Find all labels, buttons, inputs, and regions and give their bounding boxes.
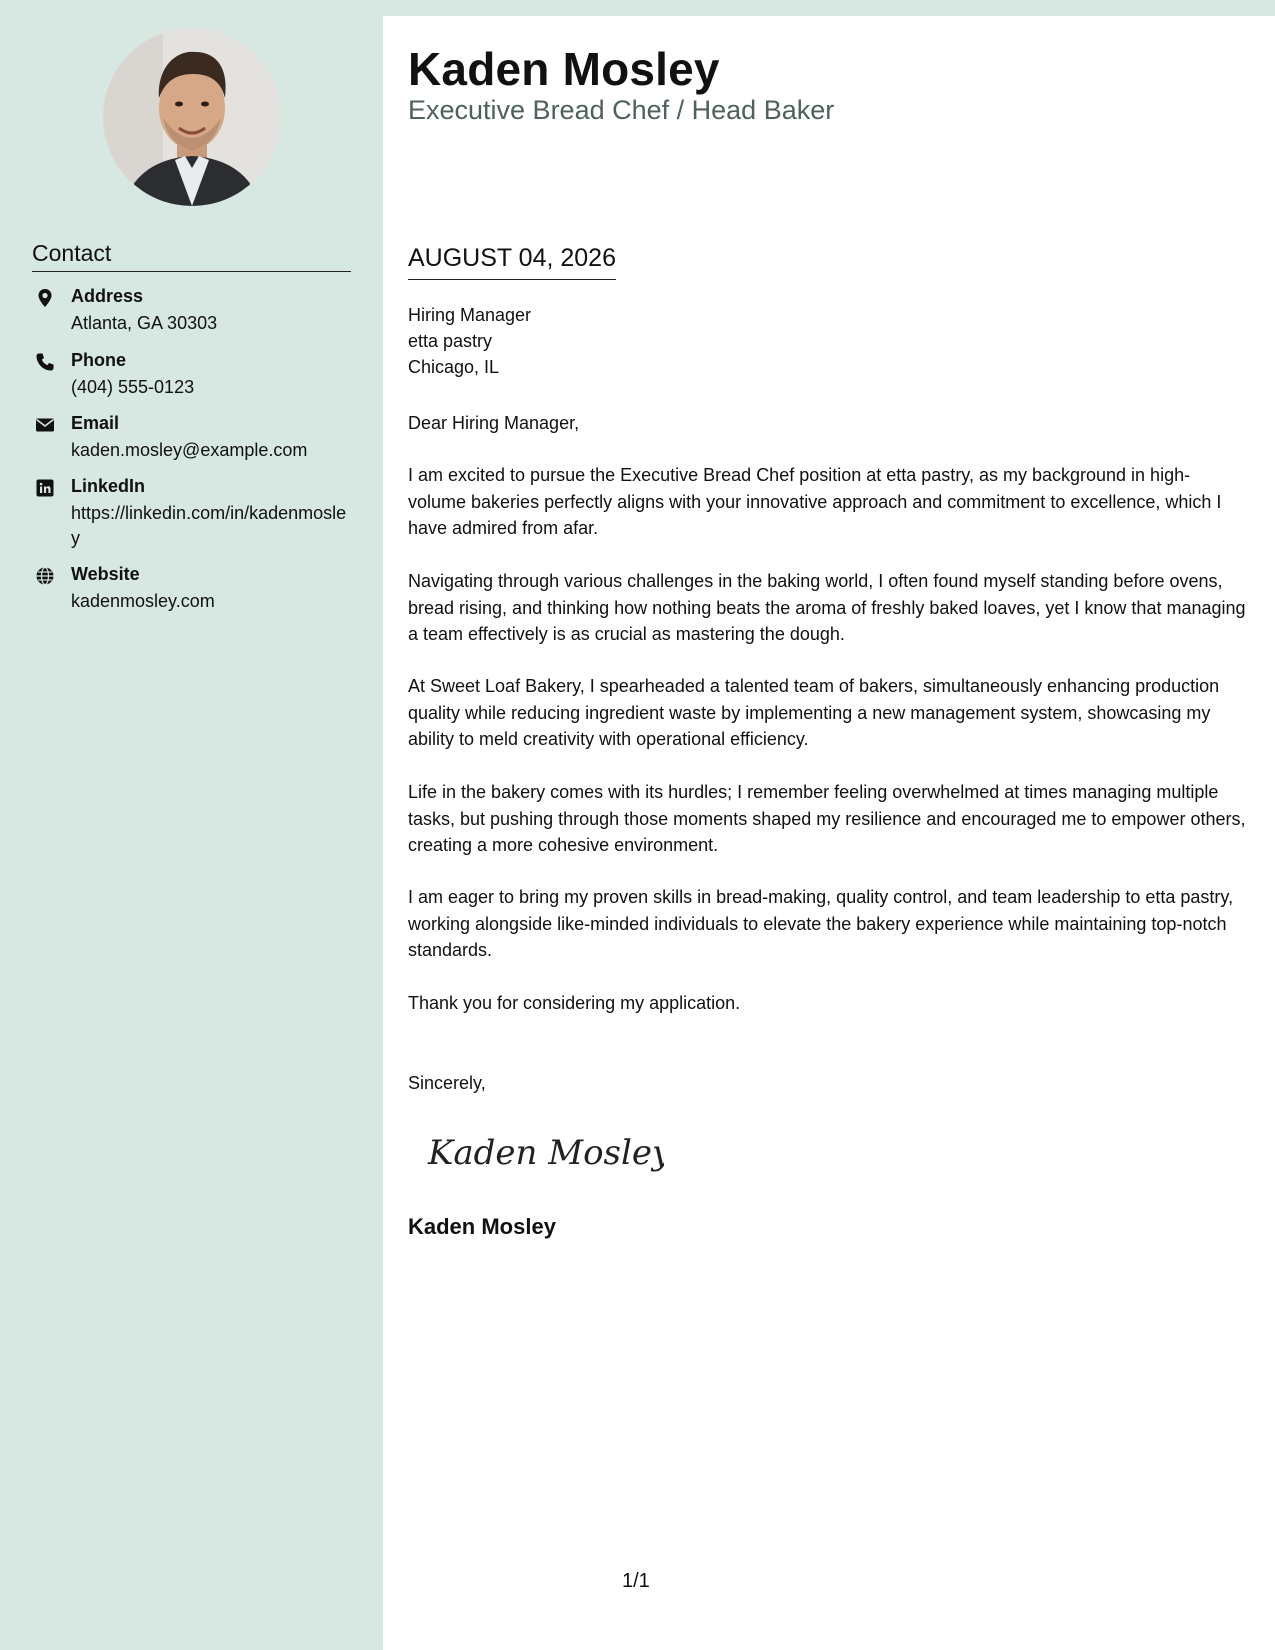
letter-paragraph: At Sweet Loaf Bakery, I spearheaded a talented team of bakers, simultaneously enhancing production quality while reducing ingredient waste by implementing a new management system, showcasing my ability to meld creativity with operational efficiency. [408,676,1220,749]
contact-label: Address [71,286,144,306]
sidebar [0,0,383,1650]
contact-label: Email [71,413,120,433]
letter-paragraph: I am excited to pursue the Executive Bread Chef position at etta pastry, as my background in high-volume bakeries perfectly aligns with your innovative approach and commitment to excellence, which I have admired from afar. [408,465,1222,538]
profile-photo [103,28,281,206]
contact-label: LinkedIn [71,476,146,496]
applicant-name: Kaden Mosley [408,43,720,95]
contact-value: Atlanta, GA 30303 [71,313,218,333]
valediction: Sincerely, [408,1073,486,1093]
recipient-location: Chicago, IL [408,357,500,377]
recipient-block [408,302,531,380]
location-pin-icon [35,288,55,308]
contact-value: https://linkedin.com/in/kadenmosley [71,503,347,548]
closing-line: Thank you for considering my application. [408,993,741,1013]
contact-heading: Contact [32,240,351,272]
contact-value: kadenmosley.com [71,591,215,611]
letter-paragraph: I am eager to bring my proven skills in bread-making, quality control, and team leadership to etta pastry, working alongside like-minded individuals to elevate the bakery experience while maintaining top-notch standards. [408,887,1234,960]
contact-label: Website [71,564,140,584]
signer-name: Kaden Mosley [408,1214,556,1239]
letter-date: AUGUST 04, 2026 [408,244,616,280]
linkedin-icon [35,478,55,498]
globe-icon [35,566,55,586]
contact-value: kaden.mosley@example.com [71,440,308,460]
contact-label: Phone [71,350,127,370]
recipient-name: Hiring Manager [408,305,532,325]
letter-paragraph: Navigating through various challenges in the baking world, I often found myself standing before ovens, bread rising, and thinking how nothing beats the aroma of freshly baked loaves, yet I know that managing a team effectively is as crucial as mastering the dough. [408,571,1246,644]
page-number: 1/1 [622,1570,650,1592]
recipient-company: etta pastry [408,331,493,351]
signature-image [424,1128,664,1183]
letter-paragraph: Life in the bakery comes with its hurdles; I remember feeling overwhelmed at times managing multiple tasks, but pushing through those moments shaped my resilience and encouraged me to empower others, creating a more cohesive environment. [408,782,1246,855]
applicant-title: Executive Bread Chef / Head Baker [408,95,835,125]
envelope-icon [35,415,55,435]
phone-icon [35,352,55,372]
contact-value: (404) 555-0123 [71,377,195,397]
salutation: Dear Hiring Manager, [408,413,580,433]
svg-text:Kaden Mosley: Kaden Mosley [428,1133,664,1173]
